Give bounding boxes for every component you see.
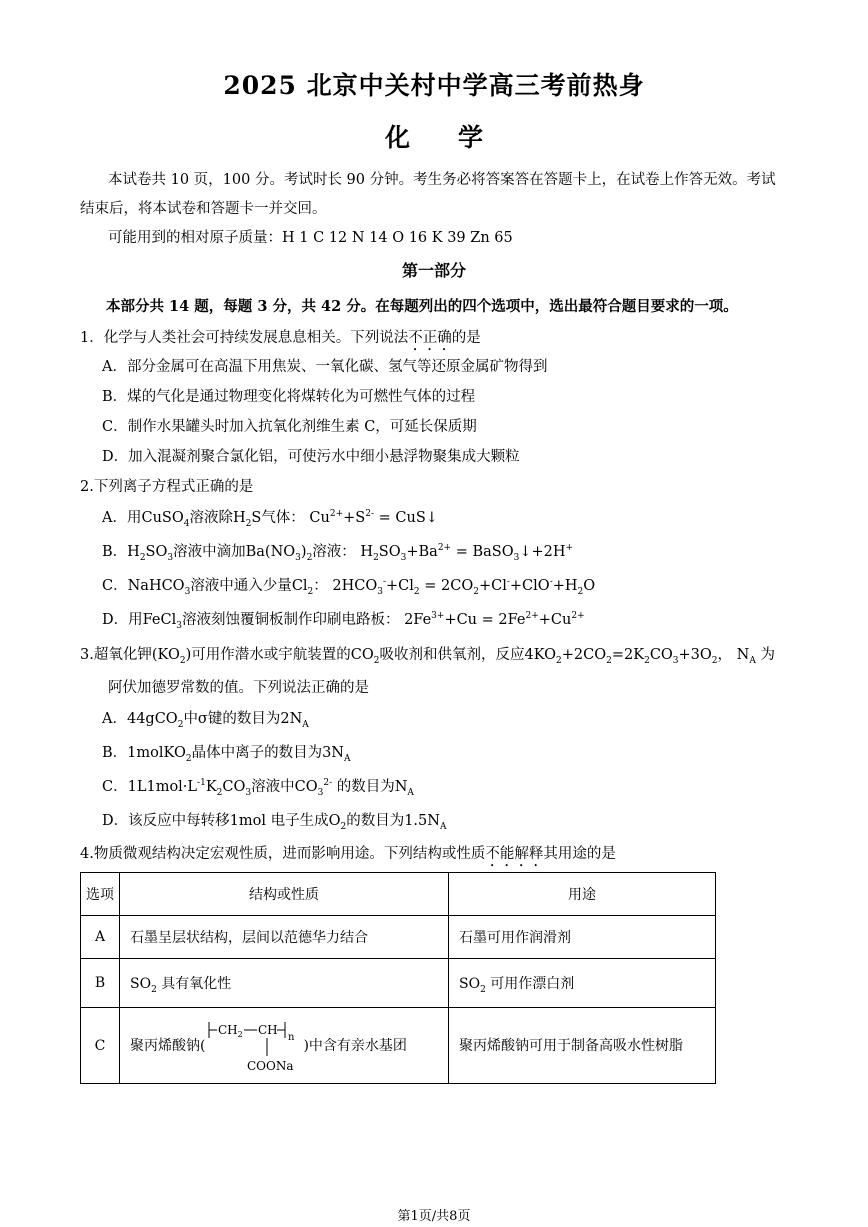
svg-text:CH2: $CH_2$ — [218, 1022, 244, 1039]
q4-stem-text: 4.物质微观结构决定宏观性质，进而影响用途。下列结构或性质 — [80, 846, 486, 862]
q1-option-a: A．部分金属可在高温下用焦炭、一氧化碳、氢气等还原金属矿物得到 — [102, 359, 548, 375]
q3-d-text-2: 的数目为 — [346, 813, 405, 829]
atomic-masses — [108, 228, 513, 248]
q3-option-d: D．该反应中每转移1mol 电子生成$O_2$的数目为$1.5N_A$ — [102, 813, 447, 832]
q3-option-a: A．44gCO$_2$中σ键的数目为$2N_A$ — [102, 711, 309, 730]
part1-title: 第一部分 — [401, 261, 466, 280]
q2-b-text-2: 溶液： — [312, 544, 356, 560]
svg-text:COONa: COONa — [247, 1058, 294, 1073]
q2-option-a: A．用CuSO$_4$溶液除$H_2S$气体： $Cu^{2+}+S^{2-}$ = CuS↓ — [102, 509, 438, 529]
q2-option-b: B．$H_2SO_3$溶液中滴加$Ba(NO_3)_2$溶液： $H_2SO_3+Ba^{2+}$ = BaSO$_3$↓+2H+ — [102, 543, 574, 563]
row-option: B — [81, 959, 120, 1008]
row-structure-text-2: )中含有亲水基团 — [303, 1037, 407, 1054]
q2-b-text: 溶液中滴加 — [173, 544, 246, 560]
q4-stem — [80, 844, 616, 870]
table-row — [81, 916, 716, 959]
row-structure — [120, 1008, 449, 1084]
q3-c-text: 溶液中 — [251, 779, 295, 795]
q1-option-d: D．加入混凝剂聚合氯化铝，可使污水中细小悬浮物聚集成大颗粒 — [102, 449, 520, 465]
row-structure: 石墨呈层状结构，层间以范德华力结合 — [120, 916, 449, 959]
q4-table — [80, 872, 716, 1084]
row-use-text: 可用作漂白剂 — [490, 976, 575, 992]
q3-c-label: C． — [102, 779, 128, 795]
q1-stem-emphasis: 不正确 — [408, 330, 452, 346]
q2-a-text: 溶液除 — [189, 510, 233, 526]
q2-a-text-2: 气体： — [261, 510, 305, 526]
row-structure: $SO_2$ 具有氧化性 — [120, 959, 449, 1008]
q3-stem-text: 3.超氧化钾 — [80, 647, 152, 663]
intro-line-2: 结束后，将本试卷和答题卡一并交回。 — [80, 201, 327, 217]
q3-a-text: 中σ键的数目为 — [183, 711, 281, 727]
q4-stem-emphasis: 不能解释 — [485, 846, 544, 862]
q1-stem-end: 的是 — [451, 330, 481, 346]
q3-c-text-2: 的数目为 — [336, 779, 395, 795]
header-option: 选项 — [81, 873, 120, 916]
subject-title: 化学 — [384, 123, 531, 152]
q3-option-b: B．1molKO$_2$晶体中离子的数目为$3N_A$ — [102, 745, 351, 764]
part1-instruction: 本部分共 14 题，每题 3 分，共 42 分。在每题列出的四个选项中，选出最符合题目要求的一项。 — [106, 298, 738, 315]
q1-stem-text: 1．化学与人类社会可持续发展息息相关。下列说法 — [80, 330, 409, 346]
row-option: C — [81, 1008, 120, 1084]
q2-d-label: D．用 — [102, 612, 143, 628]
exam-title: 2025 北京中关村中学高三考前热身 — [223, 71, 645, 100]
q3-b-text: 晶体中离子的数目为 — [191, 745, 323, 761]
row-use: $SO_2$ 可用作漂白剂 — [449, 959, 716, 1008]
q3-a-label: A． — [102, 711, 127, 727]
q1-option-c: C．制作水果罐头时加入抗氧化剂维生素 C，可延长保质期 — [102, 419, 477, 435]
row-structure-text: 聚丙烯酸钠( — [130, 1037, 206, 1054]
q3-d-label: D．该反应中每转移 — [102, 813, 230, 829]
intro-line-1: 本试卷共 10 页，100 分。考试时长 90 分钟。考生务必将答案答在答题卡上，在试卷上作答无效。考试 — [108, 172, 776, 188]
q2-c-label: C． — [102, 578, 128, 594]
svg-text:CH: CH — [258, 1022, 279, 1037]
table-row — [81, 1008, 716, 1084]
table-header-row — [81, 873, 716, 916]
q2-c-text-2: ： — [313, 578, 328, 594]
row-use: 聚丙烯酸钠可用于制备高吸水性树脂 — [449, 1008, 716, 1084]
q3-stem-text-2: 可用作潜水或宇航装置的 — [191, 647, 351, 663]
q3-stem-line-2: 阿伏加德罗常数的值。下列说法正确的是 — [108, 680, 369, 696]
atomic-masses-values: H 1 C 12 N 14 O 16 K 39 Zn 65 — [282, 230, 513, 246]
polyacrylate-structure — [205, 1018, 303, 1074]
q2-a-label: A．用 — [102, 510, 142, 526]
q3-stem-line-1: 3.超氧化钾$(KO_2)$可用作潜水或宇航装置的$CO_2$吸收剂和供氧剂，反应$4KO_2+2CO_2=2K_2CO_3+3O_2$， $N_A$ 为 — [80, 647, 775, 666]
q3-option-c: C．$1L1mol\cdot L^{-1}K_2CO_3$溶液中$CO_3^{2-}$ 的数目为$N_A$ — [102, 778, 414, 798]
page-footer: 第1页/共8页 — [397, 1209, 471, 1224]
row-use: 石墨可用作润滑剂 — [449, 916, 716, 959]
q1-option-b: B．煤的气化是通过物理变化将煤转化为可燃性气体的过程 — [102, 389, 476, 405]
q3-stem-text-3: 吸收剂和供氧剂，反应 — [379, 647, 525, 663]
svg-text:n: n — [288, 1031, 295, 1043]
row-option: A — [81, 916, 120, 959]
q2-d-text: 溶液刻蚀覆铜板制作印刷电路板： — [181, 612, 400, 628]
q1-stem — [80, 328, 481, 354]
q2-c-text: 溶液中通入少量 — [190, 578, 292, 594]
table-row — [81, 959, 716, 1008]
q2-option-c: C．NaHCO$_3$溶液中通入少量$Cl_2$： $2HCO_3^-+Cl_2 = 2CO_2+Cl^-+ClO^-+H_2O$ — [102, 577, 596, 597]
q2-stem: 2.下列离子方程式正确的是 — [80, 479, 254, 495]
q3-b-label: B． — [102, 745, 128, 761]
header-structure: 结构或性质 — [120, 873, 449, 916]
atomic-masses-label: 可能用到的相对原子质量： — [108, 230, 282, 246]
header-use: 用途 — [449, 873, 716, 916]
q2-b-label: B． — [102, 544, 128, 560]
q4-stem-end: 其用途的是 — [543, 846, 616, 862]
row-structure-text: 具有氧化性 — [161, 976, 232, 992]
q2-option-d: D．用FeCl$_3$溶液刻蚀覆铜板制作印刷电路板： $2Fe^{3+}+Cu = 2Fe^{2+}+Cu^{2+}$ — [102, 611, 585, 631]
q3-stem-text-4: 为 — [760, 647, 775, 663]
q3-d-text: 电子生成 — [270, 813, 329, 829]
